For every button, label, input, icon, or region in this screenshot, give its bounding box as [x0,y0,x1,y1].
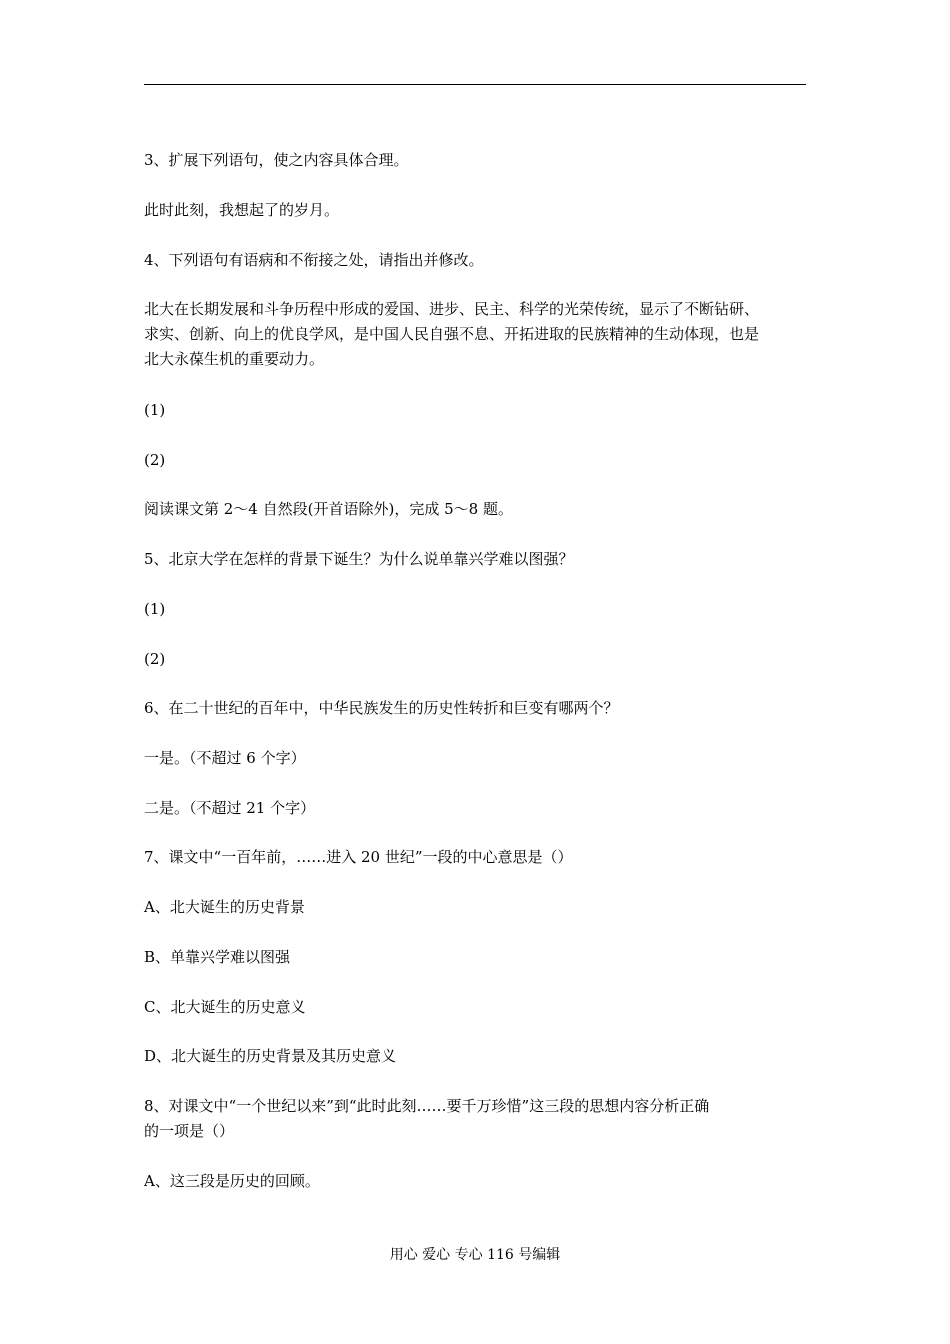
question-3-sentence: 此时此刻，我想起了的岁月。 [144,201,340,219]
option-a: A、北大诞生的历史背景 [144,898,305,916]
answer-slot-1: (1) [144,401,166,419]
question-4: 4、下列语句有语病和不衔接之处，请指出并修改。 [144,251,484,269]
answer-slot-1: (1) [144,600,166,618]
question-3: 3、扩展下列语句，使之内容具体合理。 [144,151,409,169]
header-rule [144,84,806,85]
option-d: D、北大诞生的历史背景及其历史意义 [144,1047,397,1065]
question-7: 7、课文中“一百年前，……进入 20 世纪”一段的中心意思是（） [144,848,573,866]
page-footer: 用心 爱心 专心 116 号编辑 [389,1247,561,1263]
question-4-passage-line-3: 北大永葆生机的重要动力。 [144,350,325,368]
answer-slot-2: (2) [144,650,166,668]
question-6-answer-2: 二是。（不超过 21 个字） [144,799,316,817]
question-4-passage-line-1: 北大在长期发展和斗争历程中形成的爱国、进步、民主、科学的光荣传统，显示了不断钻研、 [144,300,760,318]
option-b: B、单靠兴学难以图强 [144,948,291,966]
option-a: A、这三段是历史的回顾。 [144,1172,320,1190]
question-6: 6、在二十世纪的百年中，中华民族发生的历史性转折和巨变有哪两个？ [144,699,619,717]
reading-instruction: 阅读课文第 2～4 自然段(开首语除外)，完成 5～8 题。 [144,500,513,518]
option-c: C、北大诞生的历史意义 [144,998,306,1016]
question-4-passage-line-2: 求实、创新、向上的优良学风，是中国人民自强不息、开拓进取的民族精神的生动体现，也是 [144,325,760,343]
question-5: 5、北京大学在怎样的背景下诞生？为什么说单靠兴学难以图强？ [144,550,574,568]
question-6-answer-1: 一是。（不超过 6 个字） [144,749,306,767]
answer-slot-2: (2) [144,451,166,469]
question-8-line-1: 8、对课文中“一个世纪以来”到“此时此刻……要千万珍惜”这三段的思想内容分析正确 [144,1097,710,1115]
question-8-line-2: 的一项是（） [144,1122,235,1140]
